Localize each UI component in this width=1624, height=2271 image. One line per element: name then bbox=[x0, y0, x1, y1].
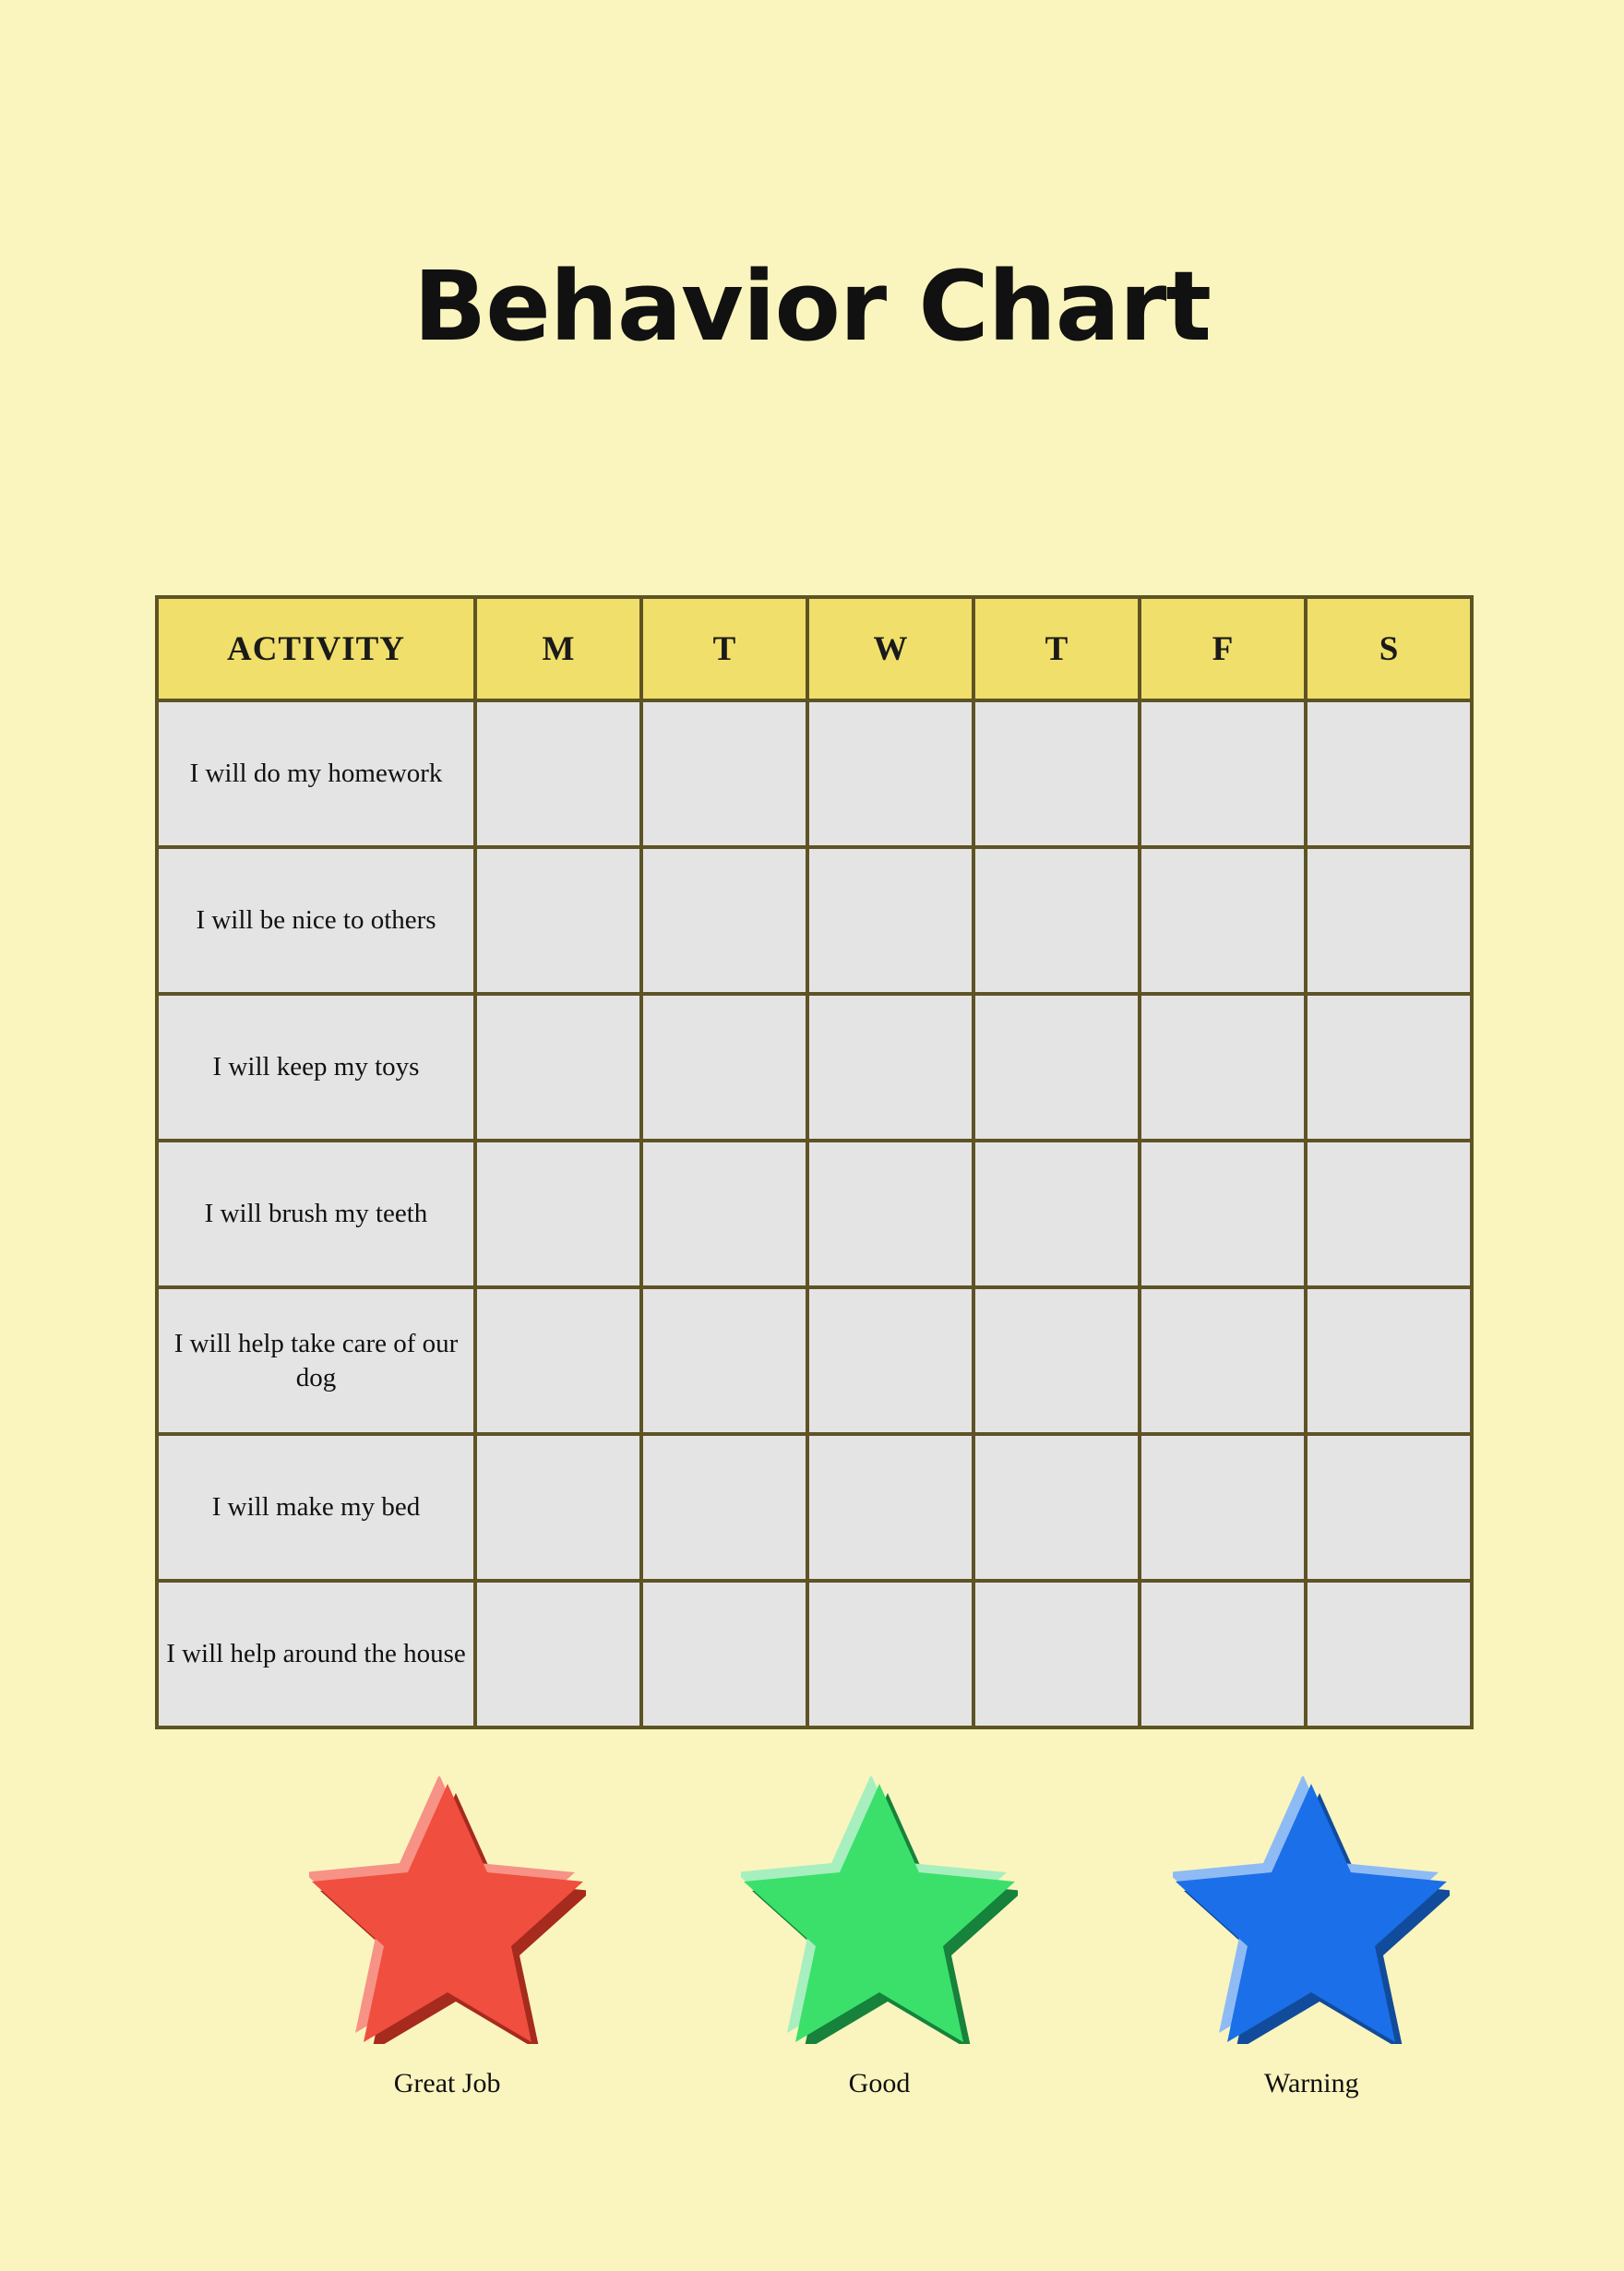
legend-item-warning bbox=[1153, 1776, 1470, 2099]
mark-cell[interactable] bbox=[641, 847, 807, 994]
mark-cell[interactable] bbox=[475, 700, 641, 847]
mark-cell[interactable] bbox=[641, 700, 807, 847]
mark-cell[interactable] bbox=[1140, 994, 1306, 1141]
mark-cell[interactable] bbox=[1140, 1581, 1306, 1727]
star-icon bbox=[1173, 1776, 1450, 2044]
legend-label: Great Job bbox=[393, 2068, 501, 2098]
star-icon-svg bbox=[1173, 1776, 1450, 2044]
mark-cell[interactable] bbox=[1140, 1287, 1306, 1434]
mark-cell[interactable] bbox=[807, 1141, 973, 1287]
table-row bbox=[157, 1581, 1472, 1727]
mark-cell[interactable] bbox=[1306, 1434, 1472, 1581]
mark-cell[interactable] bbox=[475, 994, 641, 1141]
mark-cell[interactable] bbox=[973, 1434, 1140, 1581]
mark-cell[interactable] bbox=[475, 1434, 641, 1581]
activity-label: I will keep my toys bbox=[157, 994, 475, 1141]
activity-label: I will help take care of our dog bbox=[157, 1287, 475, 1434]
legend-item-good bbox=[721, 1776, 1037, 2099]
star-icon bbox=[309, 1776, 586, 2044]
mark-cell[interactable] bbox=[1306, 1141, 1472, 1287]
mark-cell[interactable] bbox=[1140, 700, 1306, 847]
column-header-saturday: S bbox=[1306, 597, 1472, 700]
mark-cell[interactable] bbox=[807, 1287, 973, 1434]
mark-cell[interactable] bbox=[1140, 847, 1306, 994]
mark-cell[interactable] bbox=[1140, 1141, 1306, 1287]
table-header-row bbox=[157, 597, 1472, 700]
column-header-tuesday: T bbox=[641, 597, 807, 700]
mark-cell[interactable] bbox=[1306, 1287, 1472, 1434]
page-title: Behavior Chart bbox=[413, 250, 1211, 363]
table-row bbox=[157, 1434, 1472, 1581]
mark-cell[interactable] bbox=[973, 1287, 1140, 1434]
legend-item-great-job bbox=[289, 1776, 605, 2099]
activity-label: I will help around the house bbox=[157, 1581, 475, 1727]
mark-cell[interactable] bbox=[1306, 994, 1472, 1141]
behavior-table-container bbox=[155, 595, 1470, 1729]
mark-cell[interactable] bbox=[973, 1581, 1140, 1727]
table-row bbox=[157, 994, 1472, 1141]
star-icon-svg bbox=[309, 1776, 586, 2044]
mark-cell[interactable] bbox=[807, 847, 973, 994]
star-icon bbox=[741, 1776, 1018, 2044]
star-icon-svg bbox=[741, 1776, 1018, 2044]
mark-cell[interactable] bbox=[475, 847, 641, 994]
mark-cell[interactable] bbox=[807, 994, 973, 1141]
mark-cell[interactable] bbox=[641, 1434, 807, 1581]
column-header-activity: ACTIVITY bbox=[157, 597, 475, 700]
mark-cell[interactable] bbox=[1306, 847, 1472, 994]
legend bbox=[155, 1776, 1470, 2099]
column-header-thursday: T bbox=[973, 597, 1140, 700]
legend-label: Good bbox=[848, 2068, 911, 2098]
activity-label: I will brush my teeth bbox=[157, 1141, 475, 1287]
mark-cell[interactable] bbox=[641, 994, 807, 1141]
mark-cell[interactable] bbox=[641, 1581, 807, 1727]
mark-cell[interactable] bbox=[807, 1434, 973, 1581]
mark-cell[interactable] bbox=[973, 700, 1140, 847]
behavior-table bbox=[155, 595, 1474, 1729]
column-header-monday: M bbox=[475, 597, 641, 700]
table-row bbox=[157, 847, 1472, 994]
mark-cell[interactable] bbox=[475, 1287, 641, 1434]
legend-label: Warning bbox=[1264, 2068, 1359, 2098]
activity-label: I will do my homework bbox=[157, 700, 475, 847]
table-row bbox=[157, 1287, 1472, 1434]
activity-label: I will be nice to others bbox=[157, 847, 475, 994]
mark-cell[interactable] bbox=[973, 994, 1140, 1141]
mark-cell[interactable] bbox=[807, 1581, 973, 1727]
table-row bbox=[157, 700, 1472, 847]
mark-cell[interactable] bbox=[641, 1141, 807, 1287]
activity-label: I will make my bed bbox=[157, 1434, 475, 1581]
mark-cell[interactable] bbox=[1306, 700, 1472, 847]
mark-cell[interactable] bbox=[973, 1141, 1140, 1287]
mark-cell[interactable] bbox=[641, 1287, 807, 1434]
mark-cell[interactable] bbox=[1306, 1581, 1472, 1727]
mark-cell[interactable] bbox=[973, 847, 1140, 994]
column-header-wednesday: W bbox=[807, 597, 973, 700]
mark-cell[interactable] bbox=[1140, 1434, 1306, 1581]
column-header-friday: F bbox=[1140, 597, 1306, 700]
table-row bbox=[157, 1141, 1472, 1287]
mark-cell[interactable] bbox=[475, 1581, 641, 1727]
mark-cell[interactable] bbox=[475, 1141, 641, 1287]
mark-cell[interactable] bbox=[807, 700, 973, 847]
